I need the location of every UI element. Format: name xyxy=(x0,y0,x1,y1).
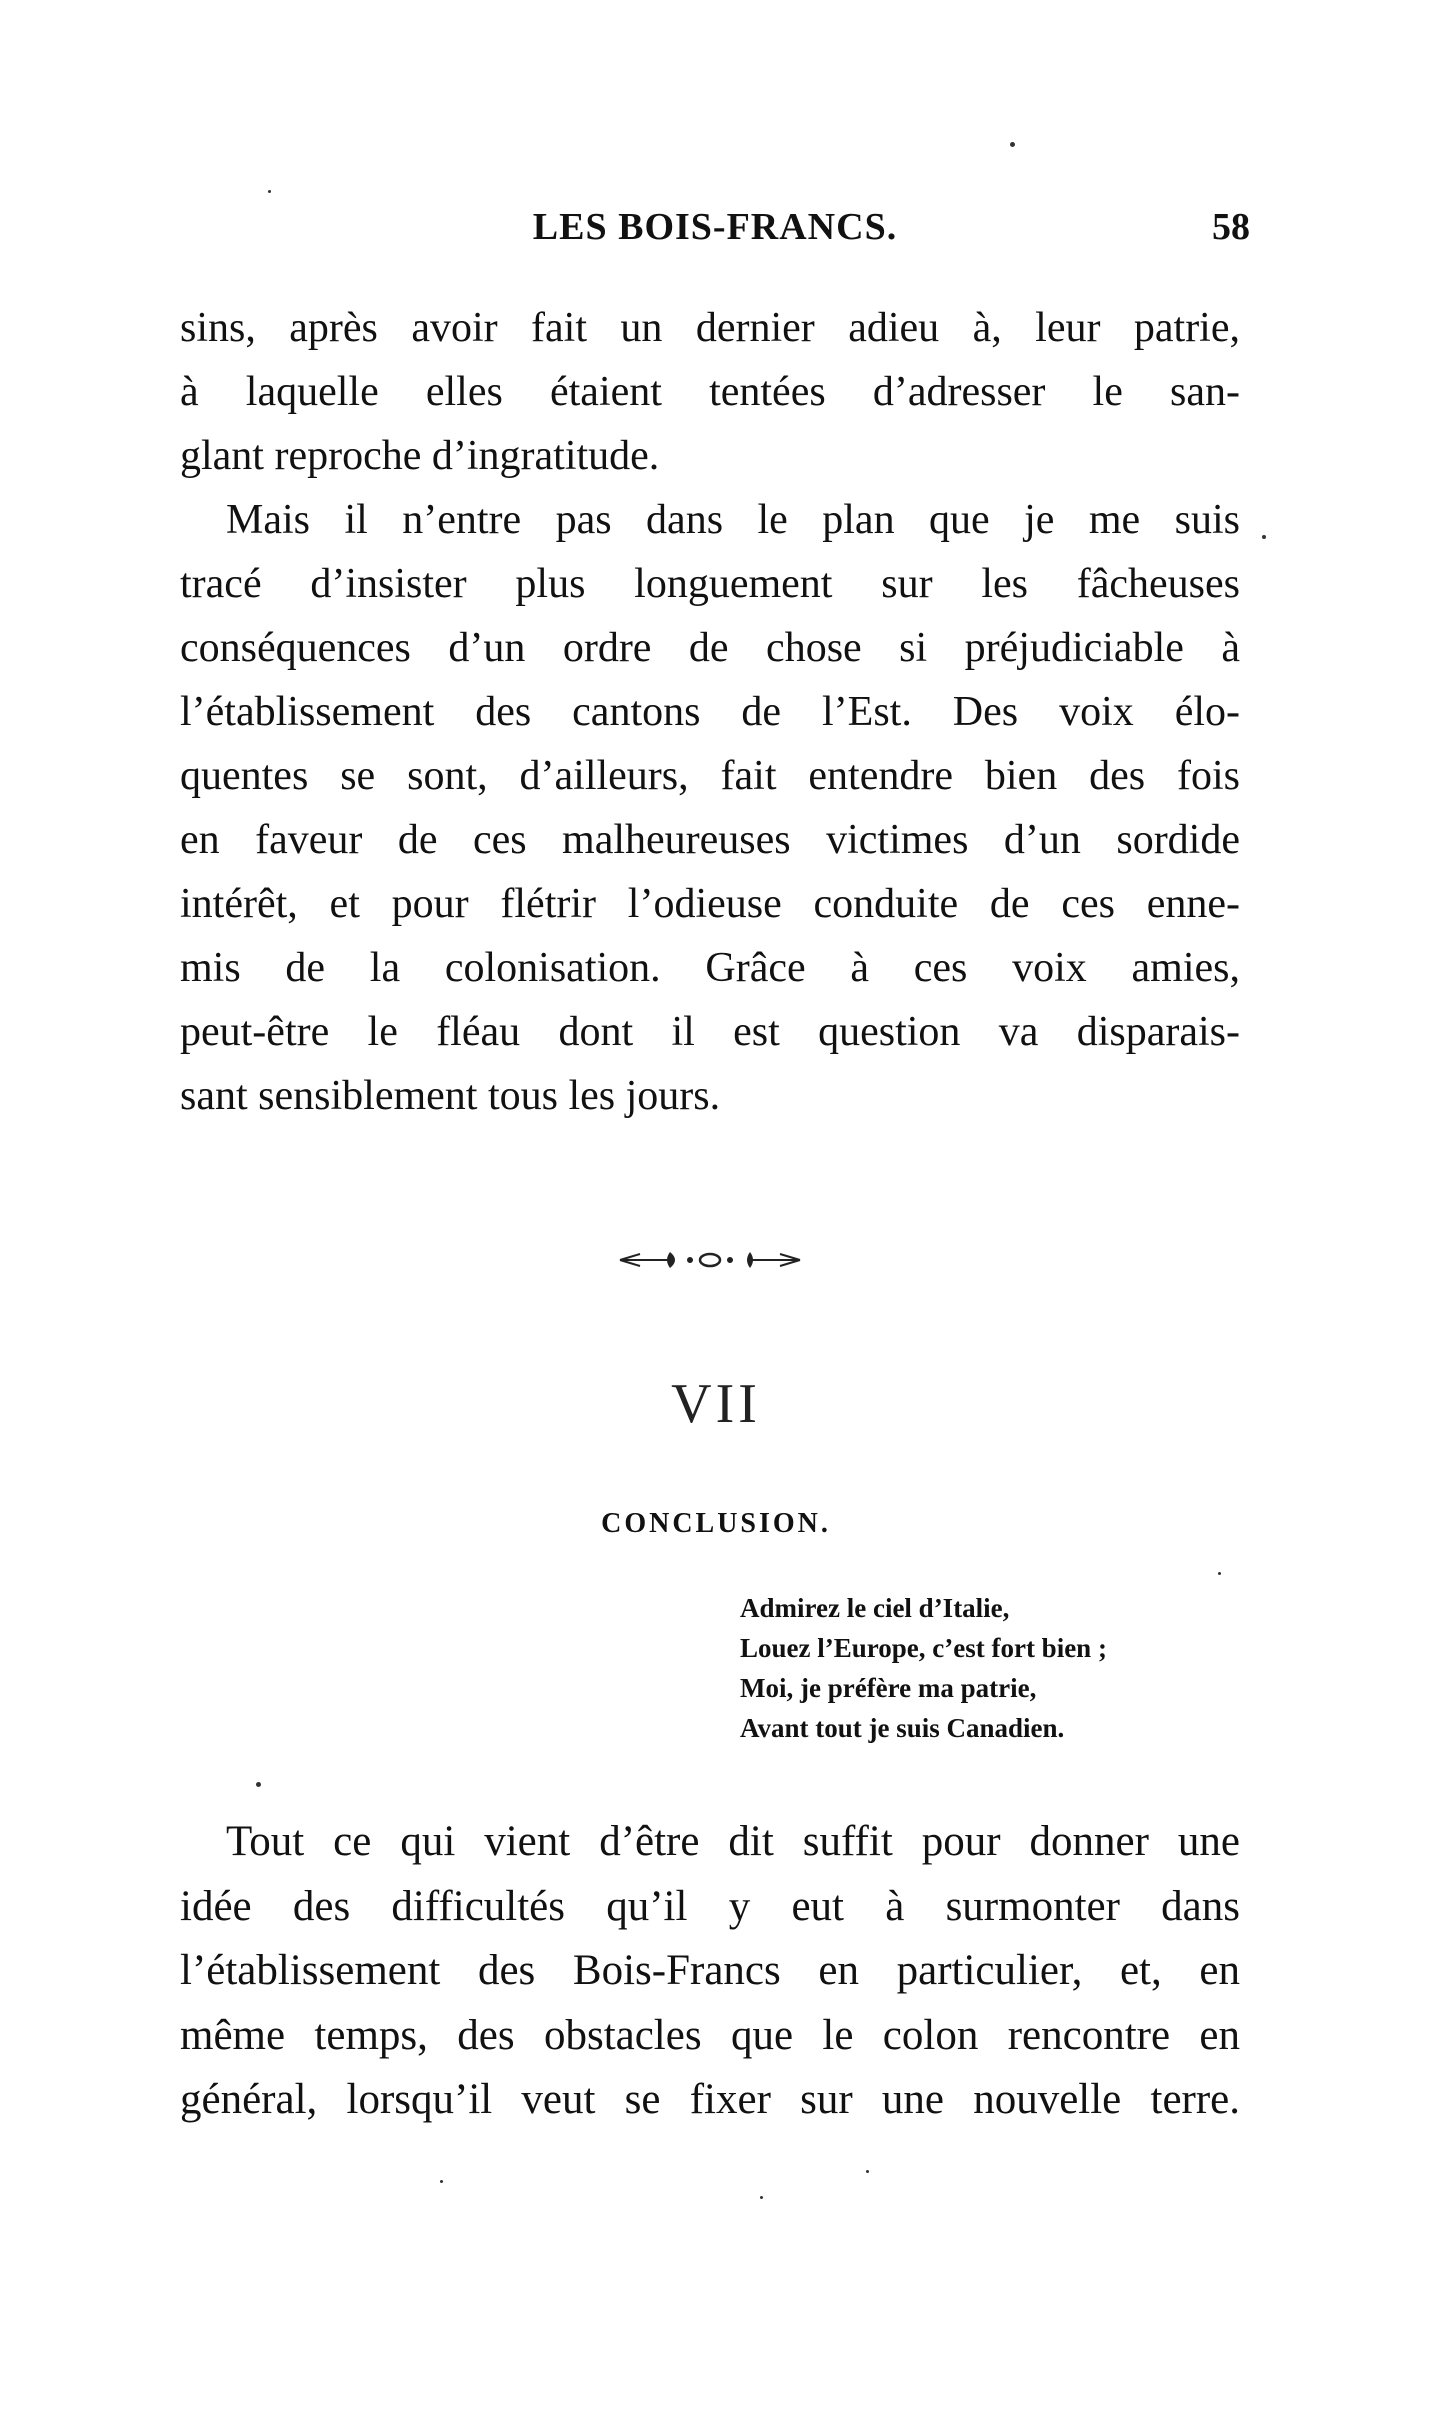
text-line: tracé d’insister plus longuement sur les fâcheuses xyxy=(180,561,1240,607)
text-line: peut-être le fléau dont il est question va disparais- xyxy=(180,1009,1240,1055)
scan-speck xyxy=(1262,535,1266,539)
text-line: quentes se sont, d’ailleurs, fait entendre bien des fois xyxy=(180,753,1240,799)
scan-speck xyxy=(268,190,271,193)
paragraph-main xyxy=(180,488,1240,1128)
scan-speck xyxy=(866,2170,869,2173)
text-line: l’établissement des cantons de l’Est. Des voix élo- xyxy=(180,689,1240,735)
section-ornament xyxy=(610,1240,810,1280)
text-line: Tout ce qui vient d’être dit suffit pour donner une xyxy=(226,1818,1240,1865)
verse-line: Moi, je préfère ma patrie, xyxy=(740,1673,1037,1703)
paragraph-conclusion xyxy=(180,1810,1240,2133)
epigraph xyxy=(740,1588,1210,1748)
text-line: général, lorsqu’il veut se fixer sur une nouvelle terre. xyxy=(180,2076,1240,2123)
verse-line: Louez l’Europe, c’est fort bien ; xyxy=(740,1633,1107,1663)
scan-speck xyxy=(440,2180,443,2183)
text-line: glant reproche d’ingratitude. xyxy=(180,433,660,479)
scan-speck xyxy=(256,1782,261,1787)
text-line: Mais il n’entre pas dans le plan que je me suis xyxy=(226,497,1240,543)
text-line: même temps, des obstacles que le colon rencontre en xyxy=(180,2011,1240,2059)
scan-speck xyxy=(1010,142,1015,147)
text-line: sins, après avoir fait un dernier adieu à, leur patrie, xyxy=(180,305,1240,351)
text-line: en faveur de ces malheureuses victimes d’un sordide xyxy=(180,817,1240,863)
text-line: à laquelle elles étaient tentées d’adresser le san- xyxy=(180,369,1240,415)
running-title: LES BOIS-FRANCS. xyxy=(532,206,898,248)
text-line: mis de la colonisation. Grâce à ces voix amies, xyxy=(180,945,1240,991)
text-line: idée des difficultés qu’il y eut à surmonter dans xyxy=(180,1882,1240,1930)
verse-line: Admirez le ciel d’Italie, xyxy=(740,1593,1010,1623)
running-header xyxy=(180,205,1250,255)
chapter-number: VII xyxy=(671,1373,761,1435)
scan-speck xyxy=(760,2196,763,2199)
scan-speck xyxy=(1218,1572,1221,1575)
text-line: l’établissement des Bois-Francs en particulier, et, en xyxy=(180,1947,1240,1994)
chapter-title: CONCLUSION. xyxy=(601,1508,831,1539)
text-line: conséquences d’un ordre de chose si préjudiciable à xyxy=(180,625,1240,671)
text-line: sant sensiblement tous les jours. xyxy=(180,1073,721,1119)
text-line: intérêt, et pour flétrir l’odieuse conduite de ces enne- xyxy=(180,881,1240,927)
paragraph-continuation xyxy=(180,296,1240,488)
verse-line: Avant tout je suis Canadien. xyxy=(740,1713,1065,1743)
page-number: 58 xyxy=(1212,206,1250,248)
